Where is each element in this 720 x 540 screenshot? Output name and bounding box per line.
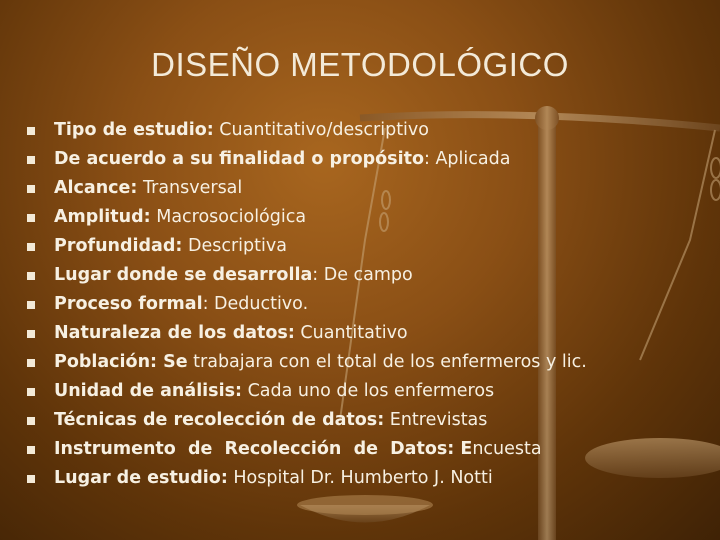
item-value: Macrosociológica: [150, 207, 307, 227]
item-value: Cuantitativo: [294, 323, 408, 343]
item-value: ncuesta: [472, 439, 542, 459]
square-bullet-icon: [27, 272, 35, 280]
item-label: De acuerdo a su finalidad o propósito: [54, 149, 424, 169]
item-value: Hospital Dr. Humberto J. Notti: [227, 468, 493, 488]
list-item: [27, 464, 587, 493]
item-label: Lugar de estudio:: [54, 468, 228, 488]
square-bullet-icon: [27, 446, 35, 454]
list-item: [27, 145, 587, 174]
item-label: Población: Se: [54, 352, 188, 372]
square-bullet-icon: [27, 127, 35, 135]
item-value: : De campo: [312, 265, 413, 285]
item-label: Naturaleza de los datos:: [54, 323, 295, 343]
list-item: [27, 290, 587, 319]
square-bullet-icon: [27, 185, 35, 193]
item-value: Descriptiva: [182, 236, 287, 256]
item-value: : Deductivo.: [202, 294, 309, 314]
slide-title: DISEÑO METODOLÓGICO: [151, 46, 569, 83]
item-value: Entrevistas: [384, 410, 488, 430]
square-bullet-icon: [27, 243, 35, 251]
list-item: [27, 435, 587, 464]
item-value: Cada uno de los enfermeros: [242, 381, 495, 401]
item-label: Instrumento de Recolección de Datos: E: [54, 439, 473, 459]
item-value: : Aplicada: [423, 149, 511, 169]
square-bullet-icon: [27, 388, 35, 396]
list-item: [27, 174, 587, 203]
square-bullet-icon: [27, 214, 35, 222]
list-item: [27, 203, 587, 232]
item-label: Técnicas de recolección de datos:: [54, 410, 385, 430]
square-bullet-icon: [27, 475, 35, 483]
list-item: [27, 232, 587, 261]
item-label: Profundidad:: [54, 236, 183, 256]
square-bullet-icon: [27, 417, 35, 425]
list-item: [27, 377, 587, 406]
item-label: Amplitud:: [54, 207, 151, 227]
item-value: Transversal: [137, 178, 243, 198]
list-item: [27, 348, 587, 377]
item-label: Proceso formal: [54, 294, 203, 314]
square-bullet-icon: [27, 330, 35, 338]
item-label: Alcance:: [54, 178, 138, 198]
square-bullet-icon: [27, 156, 35, 164]
list-item: [27, 406, 587, 435]
bullet-list: [27, 116, 587, 493]
item-label: Tipo de estudio:: [54, 120, 214, 140]
item-value: Cuantitativo/descriptivo: [213, 120, 429, 140]
square-bullet-icon: [27, 359, 35, 367]
list-item: [27, 116, 587, 145]
item-label: Lugar donde se desarrolla: [54, 265, 313, 285]
square-bullet-icon: [27, 301, 35, 309]
item-label: Unidad de análisis:: [54, 381, 243, 401]
list-item: [27, 319, 587, 348]
list-item: [27, 261, 587, 290]
item-value: trabajara con el total de los enfermeros y lic.: [187, 352, 587, 372]
